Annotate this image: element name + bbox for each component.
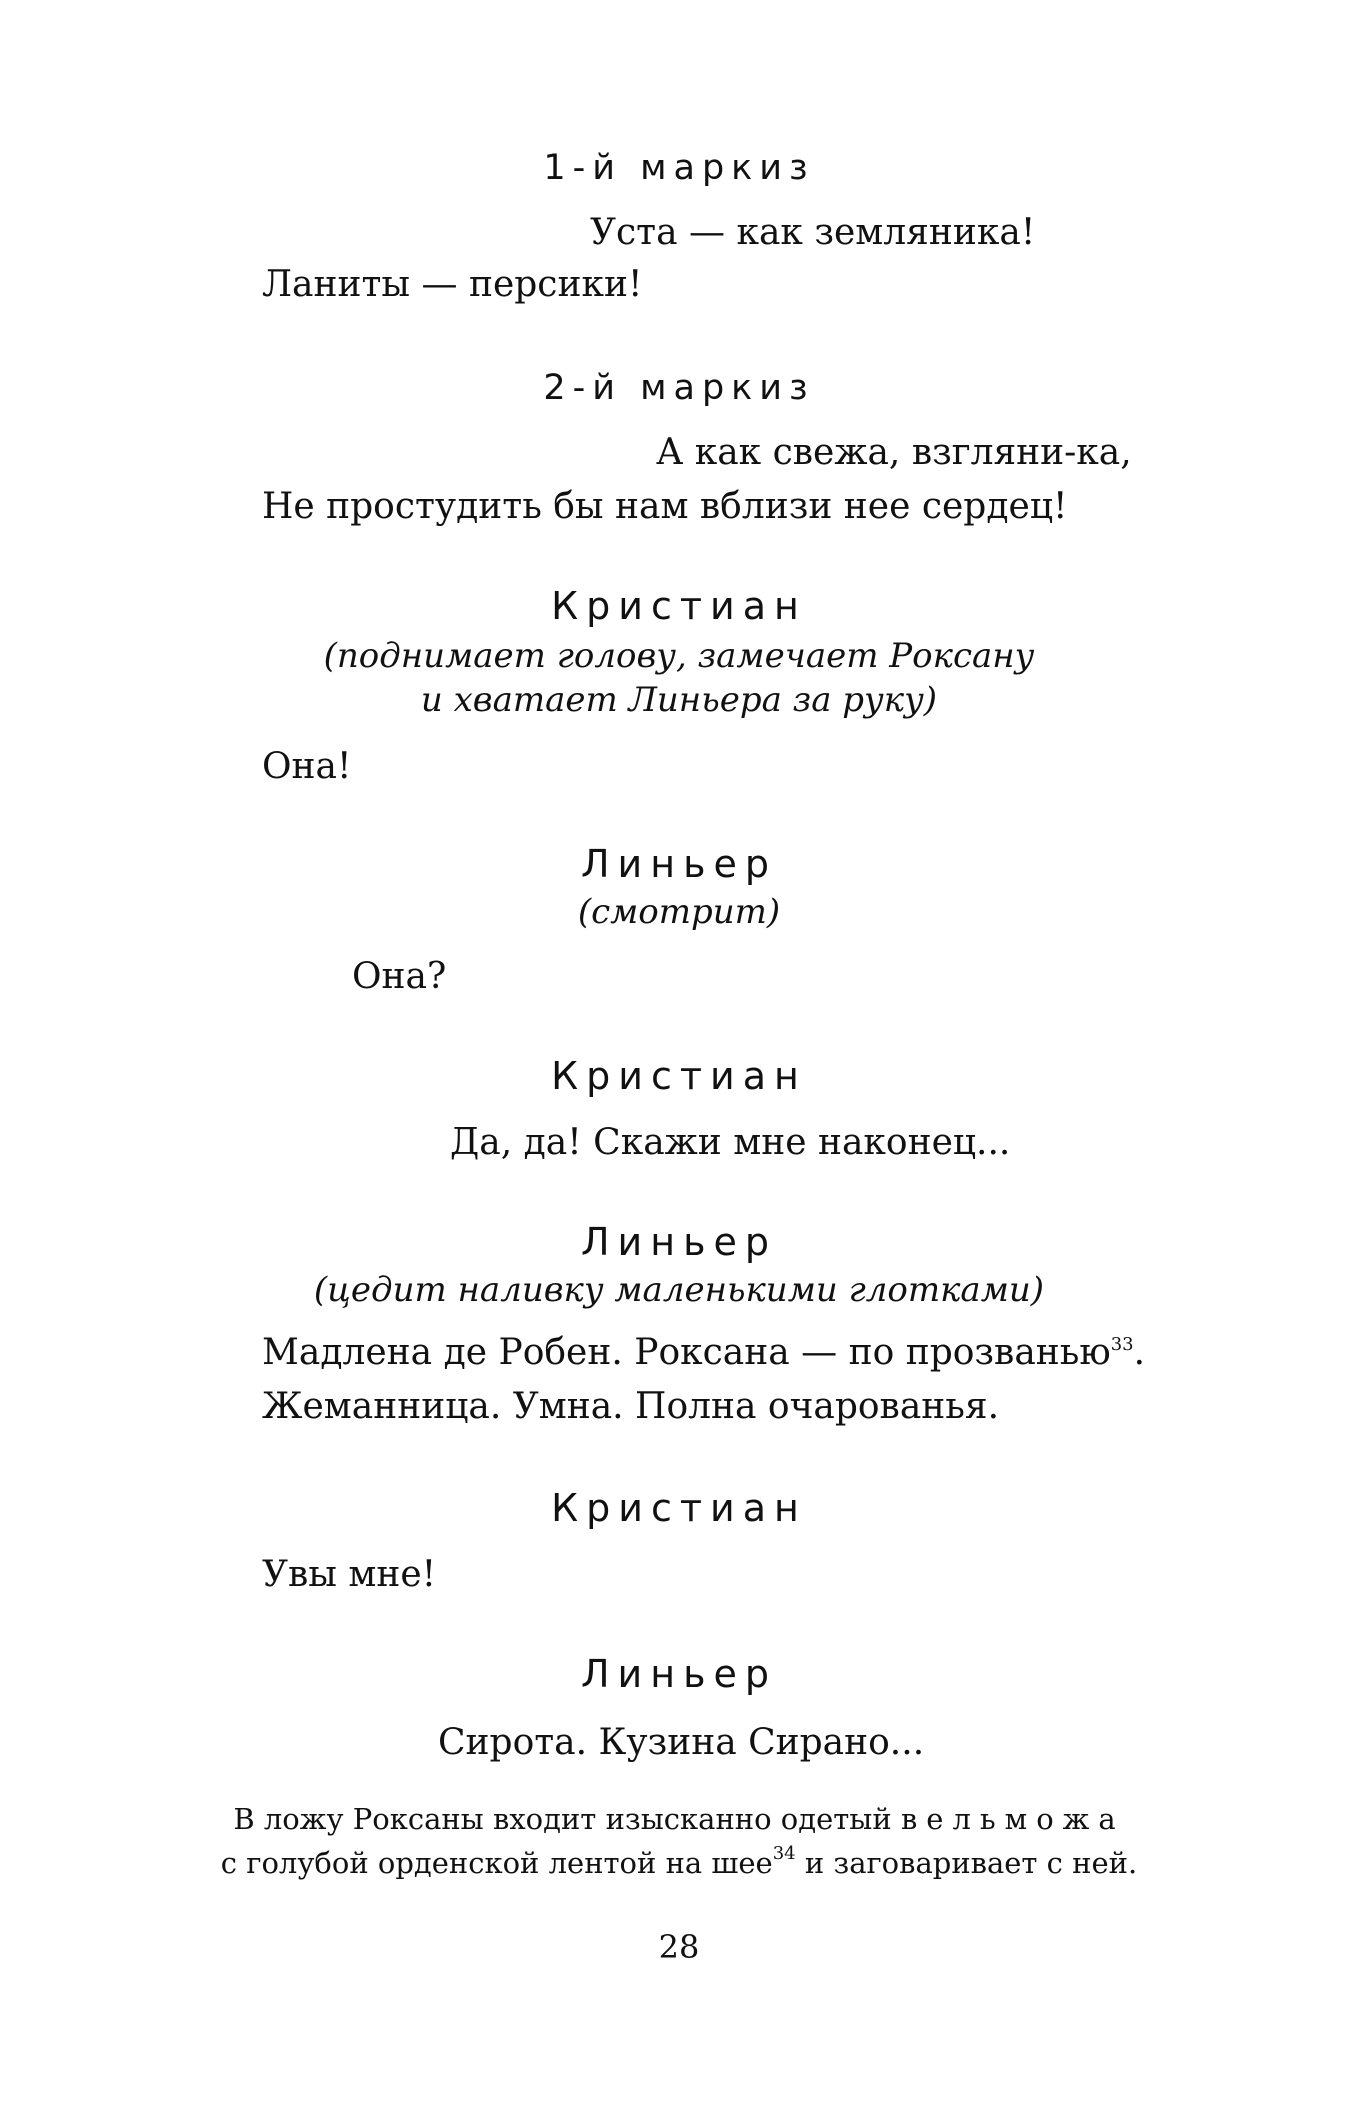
narrative-text: с голубой орденской лентой на шее bbox=[220, 1846, 773, 1880]
stage-narrative-line bbox=[0, 1802, 1358, 1836]
speaker-2nd-marquis: 2-й маркиз bbox=[543, 368, 815, 408]
verse-punctuation: . bbox=[1133, 1332, 1146, 1373]
narrative-emphasis: вельможа bbox=[900, 1802, 1125, 1836]
speaker-christian: Кристиан bbox=[551, 1054, 807, 1098]
stage-narrative-line bbox=[0, 1843, 1358, 1880]
verse-line: Не простудить бы нам вблизи нее сердец! bbox=[262, 486, 1068, 527]
narrative-text: и заговаривает с ней. bbox=[804, 1846, 1138, 1880]
stage-direction: (цедит наливку маленькими глотками) bbox=[313, 1270, 1045, 1310]
verse-line: Уста — как земляника! bbox=[590, 212, 1036, 253]
stage-direction: и хватает Линьера за руку) bbox=[420, 680, 938, 720]
speaker-ligniere: Линьер bbox=[580, 1652, 777, 1696]
footnote-marker-34: 34 bbox=[772, 1843, 796, 1864]
footnote-marker-33: 33 bbox=[1110, 1334, 1134, 1355]
speaker-ligniere: Линьер bbox=[580, 1220, 777, 1264]
stage-direction: (поднимает голову, замечает Роксану bbox=[323, 636, 1035, 676]
verse-line bbox=[262, 1332, 1145, 1373]
verse-line: Да, да! Скажи мне наконец... bbox=[450, 1122, 1011, 1163]
speaker-christian: Кристиан bbox=[551, 1486, 807, 1530]
page-number: 28 bbox=[658, 1928, 700, 1966]
narrative-text: В ложу Роксаны входит изысканно одетый bbox=[233, 1802, 892, 1836]
speaker-1st-marquis: 1-й маркиз bbox=[543, 148, 815, 188]
verse-text: Мадлена де Робен. Роксана — по прозванью bbox=[262, 1332, 1111, 1373]
verse-line: Она? bbox=[352, 956, 447, 997]
speaker-christian: Кристиан bbox=[551, 584, 807, 628]
verse-line: Сирота. Кузина Сирано... bbox=[438, 1722, 925, 1763]
verse-line: Ланиты — персики! bbox=[262, 264, 643, 305]
speaker-ligniere: Линьер bbox=[580, 842, 777, 886]
verse-line: А как свежа, взгляни-ка, bbox=[656, 432, 1132, 473]
verse-line: Увы мне! bbox=[262, 1554, 437, 1595]
stage-direction: (смотрит) bbox=[577, 892, 781, 932]
verse-line: Жеманница. Умна. Полна очарованья. bbox=[262, 1386, 1000, 1427]
verse-line: Она! bbox=[262, 746, 352, 787]
